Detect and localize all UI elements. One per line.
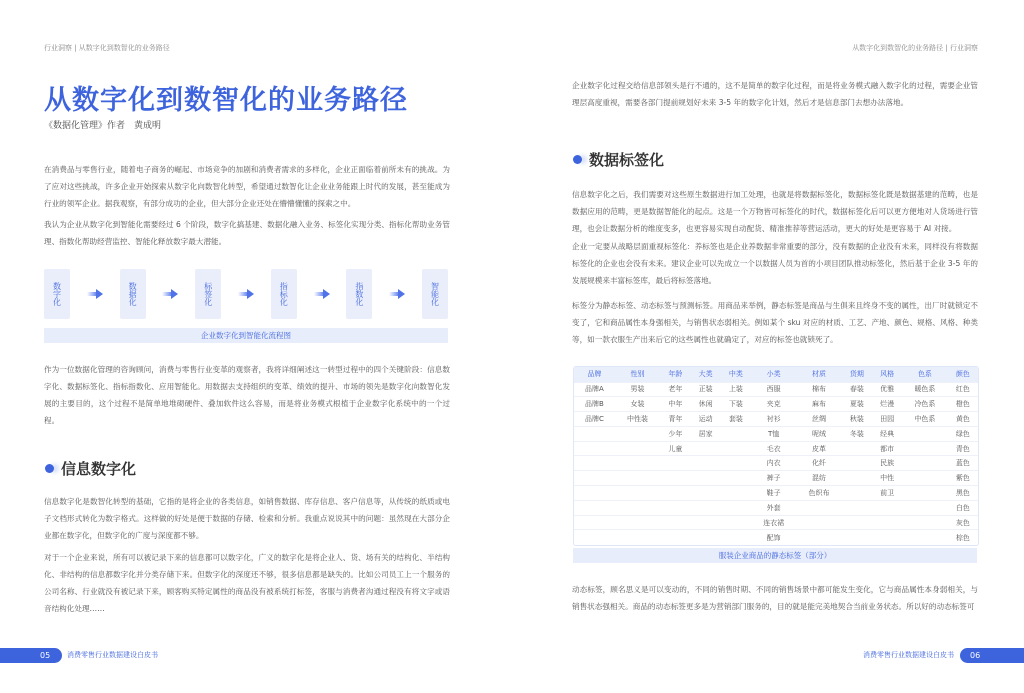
table-cell [842,471,872,486]
table-cell: 黄色 [948,412,978,427]
table-cell [796,500,841,515]
flow-caption: 企业数字化到智能化流程图 [44,328,448,343]
paragraph: 标签分为静态标签、动态标签与预测标签。用商品来举例，静态标签是商品与生俱来且终身不变的属性，出厂时就锁定不变了，它和商品属性本身强相关，与销售状态弱相关。例如某个 sku 对应的材质、工艺、产地、颜色、规格、风格、种类等，如一款衣服生产出来后它的这些属性也就确定了，对应的标签也就锁死了。 [572,301,978,344]
running-header-right: 从数字化到数智化的业务路径 | 行业洞察 [852,44,978,52]
section-title: 信息数字化 [61,460,137,478]
table-cell [615,486,660,501]
table-cell [690,515,720,530]
page-number: 05 [0,648,62,663]
column-header: 品牌 [574,367,615,382]
table-cell: 民族 [872,456,902,471]
table-cell [721,530,751,545]
table-cell: 衬衫 [751,412,796,427]
table-cell [842,515,872,530]
table-caption: 服装企业商品的静态标签（部分） [573,548,977,563]
table-cell [660,486,690,501]
table-cell: 春装 [842,382,872,397]
table-cell: 蓝色 [948,456,978,471]
table-cell: 鞋子 [751,486,796,501]
table-cell: 色织布 [796,486,841,501]
running-header-left: 行业洞察 | 从数字化到数智化的业务路径 [44,44,170,52]
table-cell [842,530,872,545]
table-cell: 冷色系 [902,397,947,412]
section-heading [573,149,664,170]
table-cell: 中年 [660,397,690,412]
table-cell [842,456,872,471]
table-cell [721,471,751,486]
paragraph: 我认为企业从数字化到智能化需要经过 6 个阶段，数字化搞基建、数据化融入业务、标签化实现分类、指标化帮助业务管理、指数化帮助经营监控、智能化释放数字最大潜能。 [44,220,450,246]
paragraph: 信息数字化是数智化转型的基础，它指的是将企业的各类信息，如销售数据、库存信息、客户信息等，从传统的纸质或电子文档形式转化为数字格式。这样做的好处是便于数据的存储、检索和分析。我重点说说其中的问题：虽然现在大部分企业都在数字化，但数字化的广度与深度都不够。 [44,497,450,540]
table-cell [721,500,751,515]
table-cell: 上装 [721,382,751,397]
column-header: 小类 [751,367,796,382]
table-cell: 棕色 [948,530,978,545]
table-row [574,426,978,441]
table-cell [721,515,751,530]
table-body [574,382,978,545]
table-cell [574,456,615,471]
flow-step: 标签化 [195,269,221,319]
table-cell: 夏装 [842,397,872,412]
table-cell: 内衣 [751,456,796,471]
table-row [574,397,978,412]
table-row [574,486,978,501]
table-cell: 棉布 [796,382,841,397]
column-header: 风格 [872,367,902,382]
table-cell [574,500,615,515]
table-cell: 黑色 [948,486,978,501]
table-cell [690,486,720,501]
table-cell: 品牌B [574,397,615,412]
table-cell [574,441,615,456]
table-cell: 男装 [615,382,660,397]
table-cell: 混纺 [796,471,841,486]
paragraph: 企业一定要从战略层面重视标签化：养标签也是企业养数据非常重要的部分，没有数据的企业没有未来，同样没有将数据标签化的企业也会没有未来。建议企业可以先成立一个以数据人员为首的小项目团队推动标签化，然后基于企业 3-5 年的发展规模来丰富标签库，最后将标签落地。 [572,242,978,285]
table-cell [615,530,660,545]
table-cell [615,500,660,515]
flow-step: 智能化 [422,269,448,319]
flow-diagram [44,269,448,319]
table-cell: 红色 [948,382,978,397]
table-cell [615,441,660,456]
table-cell: 中色系 [902,412,947,427]
section-title: 数据标签化 [589,151,665,169]
table-cell: 麻布 [796,397,841,412]
table-cell [574,515,615,530]
paragraph: 作为一位数据化管理的咨询顾问，消费与零售行业变革的观察者，我将详细阐述这一转型过程中的四个关键阶段：信息数字化、数据标签化、指标指数化、应用智能化。用数据去支持组织的变革、绩效的提升、市场的领先是数字化向数智化发展的主要目的，这个过程不是简单地堆砌硬件、叠加软件这么容易，而是将业务模式根植于企业数字化系统中的一个过程。 [44,365,450,425]
table-cell: 丝绸 [796,412,841,427]
table-cell: 冬装 [842,426,872,441]
table-cell [902,515,947,530]
table-cell: 儿童 [660,441,690,456]
table-cell [902,486,947,501]
table-cell [690,471,720,486]
table-cell: 前卫 [872,486,902,501]
paragraph: 企业数字化过程交给信息部领头是行不通的，这不是简单的数字化过程，而是将业务模式融入数字化的过程，需要企业管理层高度重视，需要各部门提前规划好未来 3-5 年的数字化计划，然后才是信息部门去想办法落地。 [572,81,978,107]
byline: 《数据化管理》作者 黄成明 [44,121,162,131]
table-cell: 套装 [721,412,751,427]
table-cell [574,530,615,545]
table-cell: 白色 [948,500,978,515]
table-cell [721,456,751,471]
static-tag-table [573,366,979,546]
table-row [574,456,978,471]
column-header: 颜色 [948,367,978,382]
table-cell: 西服 [751,382,796,397]
table-cell [574,426,615,441]
table-cell: 运动 [690,412,720,427]
table-cell [690,500,720,515]
column-header: 色系 [902,367,947,382]
table-cell: 灰色 [948,515,978,530]
table-cell: 皮革 [796,441,841,456]
table-cell [902,471,947,486]
footer-title: 消费零售行业数据建设白皮书 [863,651,954,659]
table-cell: 毛衣 [751,441,796,456]
table-cell [660,530,690,545]
table-cell: 正装 [690,382,720,397]
table-cell: 烂漫 [872,397,902,412]
table-cell [690,441,720,456]
table-cell [721,441,751,456]
table-row [574,441,978,456]
table-cell: 暖色系 [902,382,947,397]
bullet-dot-icon [573,155,582,164]
table-cell: 居家 [690,426,720,441]
table-cell: 田园 [872,412,902,427]
table-cell: 都市 [872,441,902,456]
flow-step: 数字化 [44,269,70,319]
page-number: 06 [960,648,1024,663]
flow-step: 指数化 [346,269,372,319]
table-cell [796,515,841,530]
table-cell: 橙色 [948,397,978,412]
table-cell [574,486,615,501]
table-cell [872,500,902,515]
table-cell [615,456,660,471]
column-header: 材质 [796,367,841,382]
table-cell [902,441,947,456]
table-cell [842,486,872,501]
arrow-right-icon [314,289,330,299]
table-cell: 外套 [751,500,796,515]
table-row [574,500,978,515]
table-header-row [574,367,978,382]
table-cell: 青年 [660,412,690,427]
section-heading [45,458,136,479]
table-cell: 少年 [660,426,690,441]
arrow-right-icon [389,289,405,299]
arrow-right-icon [162,289,178,299]
table-cell [902,426,947,441]
table-cell [615,426,660,441]
table-cell: 下装 [721,397,751,412]
bullet-dot-icon [45,464,54,473]
table-cell: 中性 [872,471,902,486]
table-cell: 老年 [660,382,690,397]
table-cell [690,530,720,545]
table-cell: 休闲 [690,397,720,412]
column-header: 中类 [721,367,751,382]
flow-step: 数据化 [120,269,146,319]
table-cell: 绿色 [948,426,978,441]
table-cell [615,471,660,486]
table-cell: 品牌A [574,382,615,397]
table-cell [902,530,947,545]
table-row [574,515,978,530]
table-cell [615,515,660,530]
table-cell [902,500,947,515]
table-cell: 连衣裙 [751,515,796,530]
arrow-right-icon [238,289,254,299]
table-cell [842,500,872,515]
table-cell [902,456,947,471]
table-cell [796,530,841,545]
column-header: 大类 [690,367,720,382]
table-row [574,412,978,427]
paragraph: 动态标签，顾名思义是可以变动的，不同的销售时期、不同的销售场景中都可能发生变化，它与商品属性本身弱相关，与销售状态强相关。商品的动态标签更多是为营销部门服务的，目的就是能完美地契合当前业务状态。所以好的动态标签可 [572,585,978,611]
table-cell [660,500,690,515]
table-cell: 优雅 [872,382,902,397]
table-cell [872,515,902,530]
table-cell [690,456,720,471]
table-cell [842,441,872,456]
paragraph: 在消费品与零售行业，随着电子商务的崛起、市场竞争的加剧和消费者需求的多样化，企业正面临着前所未有的挑战。为了应对这些挑战，许多企业开始探索从数字化向数智化转型，希望通过数智化让企业业务能跟上时代的发展，甚至能成为行业的领军企业。据我观察，有部分成功的企业，但大部分企业还处在懵懵懂懂的探索之中。 [44,165,450,208]
table-cell [872,530,902,545]
arrow-right-icon [87,289,103,299]
table-cell: 经典 [872,426,902,441]
table-cell: 裤子 [751,471,796,486]
table-row [574,382,978,397]
column-header: 性别 [615,367,660,382]
table-cell: 女装 [615,397,660,412]
table-cell [721,426,751,441]
table-cell: 呢绒 [796,426,841,441]
table-cell [660,471,690,486]
table-cell: 中性装 [615,412,660,427]
table-cell: 化纤 [796,456,841,471]
table-cell: 青色 [948,441,978,456]
paragraph: 对于一个企业来说，所有可以被记录下来的信息都可以数字化，广义的数字化是将企业人、货、场有关的结构化、半结构化、非结构的信息都数字化并分类存储下来。但数字化的深度还不够，很多信息都是缺失的。比如公司员工上一个服务的公司名称、行业就没有被记录下来，顾客购买特定属性的商品没有被系统打标签，客服与消费者沟通过程没有将文字或语音结构化处理…… [44,553,450,613]
paragraph: 信息数字化之后，我们需要对这些原生数据进行加工处理，也就是将数据标签化，数据标签化既是数据基建的范畴，也是数据应用的范畴，更是数据智能化的起点。这是一个万物皆可标签化的时代，数据标签化后可以更方便地对人货场进行管理，也会让数据分析的维度变多，也更容易实现自动配货、精准推荐等营运活动，更大的好处是更容易于 AI 对接。 [572,190,978,233]
table-cell: 配饰 [751,530,796,545]
table-cell [574,471,615,486]
footer-title: 消费零售行业数据建设白皮书 [67,651,158,659]
table-cell [721,486,751,501]
column-header: 货期 [842,367,872,382]
table-row [574,530,978,545]
table-cell: 品牌C [574,412,615,427]
table-cell [660,515,690,530]
table-cell [660,456,690,471]
column-header: 年龄 [660,367,690,382]
table-cell: T恤 [751,426,796,441]
flow-step: 指标化 [271,269,297,319]
table-row [574,471,978,486]
table-cell: 紫色 [948,471,978,486]
table-cell: 秋装 [842,412,872,427]
table-cell: 夹克 [751,397,796,412]
page-title: 从数字化到数智化的业务路径 [44,85,408,116]
